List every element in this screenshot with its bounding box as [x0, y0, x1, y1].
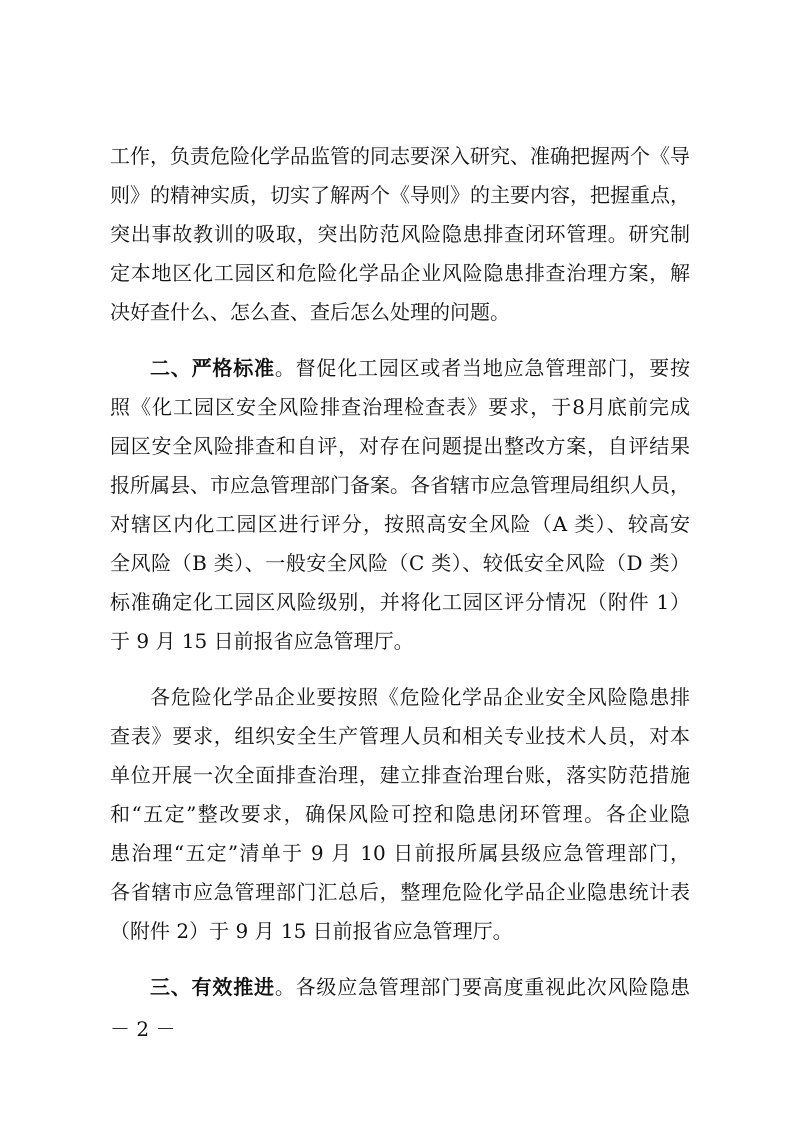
text-segment: 。各级应急管理部门要高度重视此次风险隐患 [274, 975, 691, 999]
text-line: 定本地区化工园区和危险化学品企业风险隐患排查治理方案，解 [110, 261, 690, 285]
text-line: 全风险（B 类）、一般安全风险（C 类）、较低安全风险（D 类） [110, 551, 690, 575]
text-line: 各危险化学品企业要按照《危险化学品企业安全风险隐患排 [150, 685, 690, 709]
paragraph-strict-standards [110, 349, 690, 661]
section-heading-strict-standards: 二、严格标准 [150, 356, 275, 380]
text-line: 突出事故教训的吸取，突出防范风险隐患排查闭环管理。研究制 [110, 222, 690, 246]
text-line: 单位开展一次全面排查治理，建立排查治理台账，落实防范措施 [110, 763, 690, 787]
page-number: － 2 － [110, 1017, 176, 1041]
text-line: 工作，负责危险化学品监管的同志要深入研究、准确把握两个《导 [110, 144, 690, 168]
text-line: 照《化工园区安全风险排查治理检查表》要求，于8月底前完成 [110, 395, 690, 419]
text-line: 和“五定”整改要求，确保风险可控和隐患闭环管理。各企业隐 [110, 802, 690, 826]
text-line: 园区安全风险排查和自评，对存在问题提出整改方案，自评结果 [110, 434, 690, 458]
text-line: 报所属县、市应急管理部门备案。各省辖市应急管理局组织人员， [110, 473, 690, 497]
text-line-with-heading [110, 968, 690, 1007]
paragraph-effective-promotion [110, 968, 690, 1007]
text-line: 患治理“五定”清单于 9 月 10 日前报所属县级应急管理部门， [110, 841, 690, 865]
text-line-with-heading [110, 349, 690, 388]
paragraph-continuation [110, 137, 690, 332]
text-line: （附件 2）于 9 月 15 日前报省应急管理厅。 [110, 919, 513, 943]
text-line: 对辖区内化工园区进行评分，按照高安全风险（A 类）、较高安 [110, 512, 690, 536]
text-line: 标准确定化工园区风险级别，并将化工园区评分情况（附件 1） [110, 590, 690, 614]
section-heading-effective-promotion: 三、有效推进 [150, 975, 275, 999]
text-line: 决好查什么、怎么查、查后怎么处理的问题。 [110, 300, 510, 324]
text-line: 查表》要求，组织安全生产管理人员和相关专业技术人员，对本 [110, 724, 690, 748]
text-line: 于 9 月 15 日前报省应急管理厅。 [110, 629, 414, 653]
text-line: 各省辖市应急管理部门汇总后，整理危险化学品企业隐患统计表 [110, 880, 690, 904]
document-body [110, 137, 690, 1007]
text-segment: 。督促化工园区或者当地应急管理部门，要按 [274, 356, 691, 380]
paragraph-enterprise-requirements [110, 678, 690, 951]
text-line: 则》的精神实质，切实了解两个《导则》的主要内容，把握重点， [110, 183, 690, 207]
